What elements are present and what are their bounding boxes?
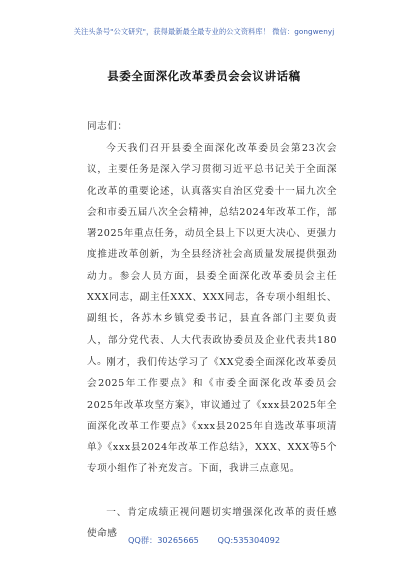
paragraph-1 bbox=[87, 138, 337, 372]
paragraph-2 bbox=[87, 352, 337, 480]
footer-contact bbox=[0, 535, 408, 546]
paragraph-2-text: 刚才，我们传达学习了《XX党委全面深化改革委员会2025年工作要点》和《市委全面深化改革委员会2025年改革攻坚方案》，审议通过了《xxx县2025年全面深化改革工作要点》《xxx县2025年自选改革事项清单》《xxx县2024年改革工作总结》，XXX、XXX等5个专项小组作了补充发言。下面，我讲三点意见。 bbox=[87, 357, 337, 475]
salutation-text: 同志们： bbox=[87, 121, 128, 132]
paragraph-1-text: 今天我们召开县委全面深化改革委员会第23次会议，主要任务是深入学习贯彻习近平总书记关于全面深化改革的重要论述，认真落实自治区党委十一届九次全会和市委五届八次全会精神，总结2024年改革工作，部署2025年重点任务，动员全县上下以更大决心、更强力度推进改革创新，为全县经济社会高质量发展提供强劲动力。参会人员方面，县委全面深化改革委员会主任XXX同志，副主任XXX、XXX同志，各专项小组组长、副组长，各苏木乡镇党委书记，县直各部门主要负责人，部分党代表、人大代表政协委员及企业代表共180人。 bbox=[87, 143, 337, 367]
footer-qq-group: QQ群：30265665 bbox=[127, 535, 199, 545]
footer-qq-number: QQ:535304092 bbox=[217, 535, 281, 545]
header-promo-note: 关注头条号"公文研究"，获得最新最全最专业的公文资料库！ 微信：gongwenyj bbox=[73, 27, 335, 36]
salutation bbox=[87, 116, 337, 137]
page-title: 县委全面深化改革委员会会议讲话稿 bbox=[107, 69, 301, 83]
section-heading-1-text: 一、肯定成绩正视问题切实增强深化改革的责任感使命感 bbox=[87, 507, 337, 540]
